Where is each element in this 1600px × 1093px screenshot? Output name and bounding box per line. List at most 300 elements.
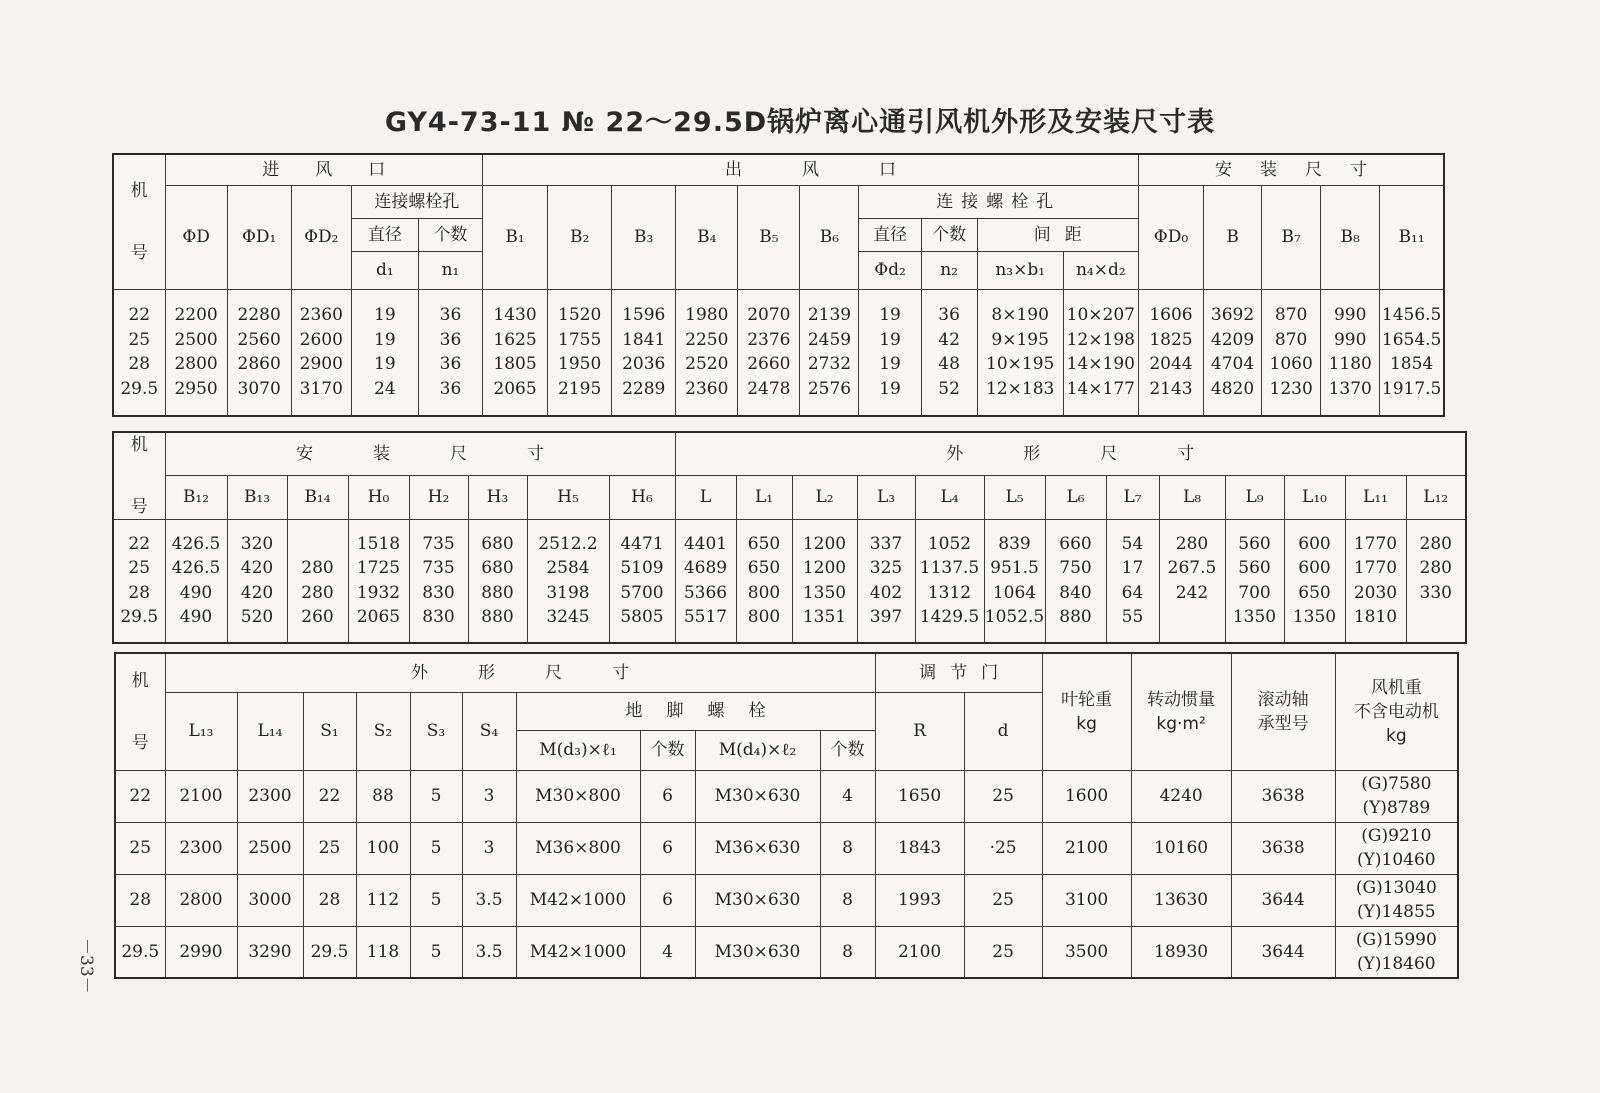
cell-value: 1060 [1269,354,1313,375]
header-count: 个数 [418,218,482,251]
cell-value: 2500 [174,329,218,350]
cell-value: 700 [1238,582,1271,603]
col-header: S₁ [303,692,356,770]
cell-value: 19 [879,329,901,350]
col-header: L₉ [1225,475,1284,519]
cell-value [288,532,348,557]
cell-value: 36 [439,305,462,326]
table-cell: 2300 [165,822,237,874]
table-cell: M42×1000 [516,926,640,978]
cell-value: 260 [301,607,334,628]
cell-value: 735 [422,558,455,579]
col-header: L₁₃ [165,692,237,770]
header-install: 安装尺寸 [1138,154,1444,185]
cell-value: 1725 [356,558,401,579]
cell-value: 5109 [620,558,664,579]
table-cell: 6 [640,874,695,926]
cell-value: 1841 [622,329,666,350]
table-cell [1262,289,1321,416]
page-title: GY4-73-11 № 22～29.5D锅炉离心通引风机外形及安装尺寸表 [384,107,1216,138]
table-cell [612,289,676,416]
table-cell: 5 [410,926,462,978]
header-impeller-weight [1042,653,1131,770]
cell-value: 3198 [546,582,590,603]
table-cell [1321,289,1380,416]
table-cell: 4 [640,926,695,978]
cell-value: 2732 [807,354,852,375]
table-cell [676,289,738,416]
cell-value: 2036 [622,354,666,375]
table-cell: 1600 [1042,770,1131,822]
label-line: 滚动轴 [1257,689,1309,710]
col-header-jihao [115,653,165,770]
table-cell: 6 [640,822,695,874]
cell-value: 3245 [546,607,590,628]
cell-value: 25 [128,558,151,579]
cell-value: 2070 [747,305,791,326]
cell-value: 870 [1274,329,1308,350]
col-header: H₅ [527,475,609,519]
cell-value: 880 [481,607,514,628]
cell-value: 2143 [1149,378,1193,399]
table-cell: 29.5 [303,926,356,978]
col-header: H₂ [409,475,468,519]
cell-value: 22 [128,305,151,326]
table-cell [418,289,482,416]
cell-value: 28 [128,582,151,603]
cell-value: 2289 [622,378,666,399]
table-cell [483,289,548,416]
cell-value: 2560 [237,329,281,350]
cell-value: 19 [374,305,396,326]
cell-value: 36 [439,354,462,375]
col-header: 个数 [820,730,875,770]
col-header: B₁ [483,185,548,289]
cell-value: 325 [869,558,903,579]
table-cell: 100 [356,822,410,874]
col-header: B₄ [676,185,738,289]
table-cell: M30×630 [695,874,820,926]
col-header: H₆ [609,475,675,519]
table-cell [736,520,792,643]
cell-value: 870 [1274,305,1308,326]
cell-value: 2950 [174,378,218,399]
cell-value: 2600 [299,329,343,350]
weight-value: (Y)18460 [1357,953,1436,974]
table-cell [113,520,165,643]
cell-value: 1200 [802,533,847,554]
cell-value: 36 [439,378,462,399]
table-cell [348,520,409,643]
table-cell [291,289,351,416]
col-header: L [675,475,736,519]
table-cell [468,520,527,643]
table-cell: 3644 [1231,874,1335,926]
cell-value: 2360 [299,305,343,326]
col-header: n₂ [921,251,977,289]
table-cell [527,520,609,643]
cell-value: 29.5 [120,607,159,628]
cell-value: 650 [1298,582,1331,603]
table-cell [857,520,915,643]
col-header: L₈ [1159,475,1225,519]
cell-value: 840 [1059,582,1092,603]
cell-value: 680 [481,558,514,579]
header-bearing [1231,653,1335,770]
cell-value: 48 [938,354,960,375]
table-cell [609,520,675,643]
table-cell: 3.5 [462,874,516,926]
cell-value: 1770 [1353,533,1398,554]
cell-value: 1312 [927,582,972,603]
cell-value: 560 [1238,533,1271,554]
cell-value: 12×198 [1066,329,1135,350]
table-cell [792,520,857,643]
table-cell [800,289,859,416]
col-header: R [875,692,964,770]
table-cell: 28 [115,874,165,926]
table-cell: 5 [410,874,462,926]
cell-value: 12×183 [986,378,1055,399]
header-outlet: 出风口 [483,154,1139,185]
cell-value: 1180 [1328,354,1372,375]
header-count: 个数 [921,218,977,251]
header-inlet-bolts: 连接螺栓孔 [351,185,482,218]
col-header: H₃ [468,475,527,519]
table-cell: 8 [820,926,875,978]
cell-value: 2520 [685,354,729,375]
cell-value: 5700 [620,582,664,603]
table-cell [1225,520,1284,643]
header-inertia [1131,653,1231,770]
col-header: L₁ [736,475,792,519]
col-header: B₆ [800,185,859,289]
label-line: kg·m² [1156,713,1206,734]
table-cell [1335,926,1458,978]
table-cell: 8 [820,822,875,874]
table-cell [1063,289,1138,416]
cell-value: 560 [1238,558,1271,579]
label-line: kg [1076,713,1097,734]
col-header: ΦD₂ [291,185,351,289]
cell-value: 22 [128,533,151,554]
cell-value: 14×190 [1066,354,1135,375]
col-header: L₁₄ [237,692,303,770]
cell-value: 330 [1419,582,1452,603]
header-shape: 外形尺寸 [675,432,1466,475]
cell-value: 650 [747,533,781,554]
cell-value: 1755 [558,329,602,350]
cell-value: 1052 [927,533,972,554]
cell-value: 397 [869,607,903,628]
cell-value: 880 [481,582,514,603]
cell-value: 2860 [237,354,281,375]
table-cell [1335,874,1458,926]
table-cell: M36×630 [695,822,820,874]
cell-value: 1950 [558,354,602,375]
table-row [115,822,1458,874]
col-header: n₁ [418,251,482,289]
col-header: ΦD [165,185,227,289]
cell-value: 25 [128,329,151,350]
col-header-jihao [113,432,165,520]
cell-value: 64 [1121,582,1144,603]
label-line: 机 [130,435,148,455]
cell-value: 3170 [299,378,343,399]
header-damper: 调节门 [875,653,1042,692]
table-cell: M30×800 [516,770,640,822]
cell-value: 1980 [685,305,729,326]
col-header: M(d₃)×ℓ₁ [516,730,640,770]
header-inlet: 进风口 [165,154,482,185]
table-cell: 3500 [1042,926,1131,978]
cell-value: 267.5 [1167,558,1217,579]
cell-value: 1932 [356,582,401,603]
label-line: 不含电动机 [1353,701,1439,722]
page-number: －33－ [76,938,96,994]
cell-value: 1430 [493,305,537,326]
cell-value: 1518 [356,533,401,554]
table-cell [1204,289,1262,416]
header-spacing: 间距 [977,218,1138,251]
col-header: B [1204,185,1262,289]
cell-value: 24 [374,378,396,399]
cell-value: 990 [1333,329,1367,350]
cell-value: 1137.5 [919,558,980,579]
label-line: 号 [130,242,148,263]
cell-value: 1351 [802,607,847,628]
cell-value: 1917.5 [1381,378,1442,399]
cell-value: 2800 [174,354,218,375]
table-cell [1045,520,1106,643]
col-header: Φd₂ [859,251,921,289]
label-line: 号 [130,497,148,517]
cell-value: 4209 [1210,329,1255,350]
cell-value: 2065 [493,378,537,399]
cell-value: 680 [481,533,514,554]
cell-value: 280 [1419,533,1452,554]
table-cell: 2100 [1042,822,1131,874]
table-cell [113,289,165,416]
cell-value: 1770 [1353,558,1398,579]
cell-value: 2478 [747,378,791,399]
table-cell [675,520,736,643]
cell-value: 4820 [1210,378,1255,399]
col-header: L₅ [984,475,1045,519]
cell-value: 8×190 [991,305,1049,326]
table-cell: M30×630 [695,770,820,822]
table-cell: 10160 [1131,822,1231,874]
cell-value: 1520 [558,305,602,326]
table-cell: 2990 [165,926,237,978]
col-header: L₂ [792,475,857,519]
cell-value: 4401 [683,533,728,554]
cell-value: 2512.2 [538,533,598,554]
table-cell: 3638 [1231,822,1335,874]
col-header: L₇ [1106,475,1159,519]
cell-value: 4704 [1210,354,1255,375]
cell-value: 600 [1298,533,1331,554]
cell-value: 19 [879,354,901,375]
header-diameter: 直径 [859,218,921,251]
cell-value: 800 [747,607,781,628]
col-header: B₂ [548,185,612,289]
table-cell: 25 [303,822,356,874]
table-cell: 3 [462,822,516,874]
weight-value: (G)7580 [1361,774,1432,794]
col-header: B₃ [612,185,676,289]
cell-value: 320 [240,533,274,554]
table-cell: 3 [462,770,516,822]
table-row [115,874,1458,926]
table-cell: 2100 [165,770,237,822]
table-cell: 1993 [875,874,964,926]
label-line: 转动惯量 [1147,689,1216,710]
col-header: d [964,692,1042,770]
cell-value: 1350 [1232,607,1277,628]
cell-value: 839 [998,533,1031,554]
cell-value: 2030 [1353,582,1398,603]
table-cell [1406,520,1466,643]
col-header: B₈ [1321,185,1380,289]
table-cell [859,289,921,416]
table-cell: M42×1000 [516,874,640,926]
table-cell: 88 [356,770,410,822]
cell-value: 660 [1059,533,1092,554]
cell-value: 800 [747,582,781,603]
table-inlet-outlet [112,153,1445,417]
cell-value: 280 [1419,558,1452,579]
label-line: 机 [131,670,149,691]
cell-value: 337 [869,533,903,554]
cell-value: 3692 [1210,305,1255,326]
cell-value: 420 [240,582,274,603]
col-header: d₁ [351,251,418,289]
cell-value: 490 [179,607,213,628]
table-cell: 5 [410,770,462,822]
label-line: 号 [131,732,149,753]
cell-value: 4689 [683,558,728,579]
col-header: B₅ [738,185,800,289]
col-header: S₃ [410,692,462,770]
col-header: B₁₃ [227,475,287,519]
cell-value: 1370 [1328,378,1372,399]
header-diameter: 直径 [351,218,418,251]
table-cell [1138,289,1203,416]
cell-value: 19 [374,329,396,350]
table-shape-weight [114,652,1459,979]
col-header: M(d₄)×ℓ₂ [695,730,820,770]
cell-value: 2139 [807,305,852,326]
cell-value: 2376 [747,329,791,350]
table-cell: 8 [820,874,875,926]
col-header: L₁₀ [1284,475,1345,519]
table-cell: 22 [115,770,165,822]
table-cell [1106,520,1159,643]
table-row [115,926,1458,978]
table-cell: 5 [410,822,462,874]
cell-value: 490 [179,582,213,603]
cell-value: 36 [439,329,462,350]
table-cell [351,289,418,416]
header-fan-weight [1335,653,1458,770]
cell-value: 2360 [685,378,729,399]
cell-value: 1350 [1292,607,1337,628]
cell-value: 36 [938,305,960,326]
table-cell: 25 [964,926,1042,978]
col-header: ΦD₁ [227,185,291,289]
table-cell [1380,289,1444,416]
col-header: ΦD₀ [1138,185,1203,289]
cell-value: 830 [422,582,455,603]
weight-value: (G)9210 [1361,826,1432,846]
cell-value: 14×177 [1066,378,1135,399]
cell-value: 600 [1298,558,1331,579]
cell-value [1160,605,1225,630]
weight-value: (G)15990 [1355,929,1437,950]
table-cell: 3290 [237,926,303,978]
table-cell [548,289,612,416]
table-row [115,770,1458,822]
col-header-jihao [113,154,165,289]
table-cell: 3638 [1231,770,1335,822]
cell-value: 1854 [1389,354,1434,375]
col-header: 个数 [640,730,695,770]
table-cell: 3644 [1231,926,1335,978]
cell-value: 2195 [558,378,602,399]
label-line: 风机重 [1370,677,1422,698]
cell-value: 1606 [1149,305,1193,326]
cell-value: 280 [301,582,334,603]
header-shape: 外形尺寸 [165,653,875,692]
cell-value: 1825 [1149,329,1193,350]
table-cell: M36×800 [516,822,640,874]
label-line: 叶轮重 [1061,689,1113,710]
table-cell [921,289,977,416]
table-cell: 118 [356,926,410,978]
table-body-2 [113,520,1466,643]
cell-value: 1625 [493,329,537,350]
col-header: n₄×d₂ [1063,251,1138,289]
cell-value: 2250 [685,329,729,350]
table-cell: ·25 [964,822,1042,874]
table-cell: 25 [964,874,1042,926]
cell-value: 17 [1121,558,1144,579]
col-header: L₄ [915,475,984,519]
col-header: L₃ [857,475,915,519]
cell-value: 1350 [802,582,847,603]
cell-value: 10×195 [986,354,1055,375]
cell-value: 19 [879,305,901,326]
table-cell [227,289,291,416]
cell-value: 830 [422,607,455,628]
table-cell [977,289,1063,416]
table-cell [1335,770,1458,822]
table-cell: 28 [303,874,356,926]
table-cell: M30×630 [695,926,820,978]
col-header: S₄ [462,692,516,770]
cell-value: 5805 [620,607,664,628]
table-cell: 112 [356,874,410,926]
col-header: H₀ [348,475,409,519]
weight-value: (Y)10460 [1357,850,1436,870]
cell-value: 426.5 [171,533,221,554]
table-cell: 13630 [1131,874,1231,926]
label-line: 机 [130,180,148,201]
cell-value: 2044 [1149,354,1193,375]
cell-value: 1805 [493,354,537,375]
cell-value: 28 [128,354,151,375]
